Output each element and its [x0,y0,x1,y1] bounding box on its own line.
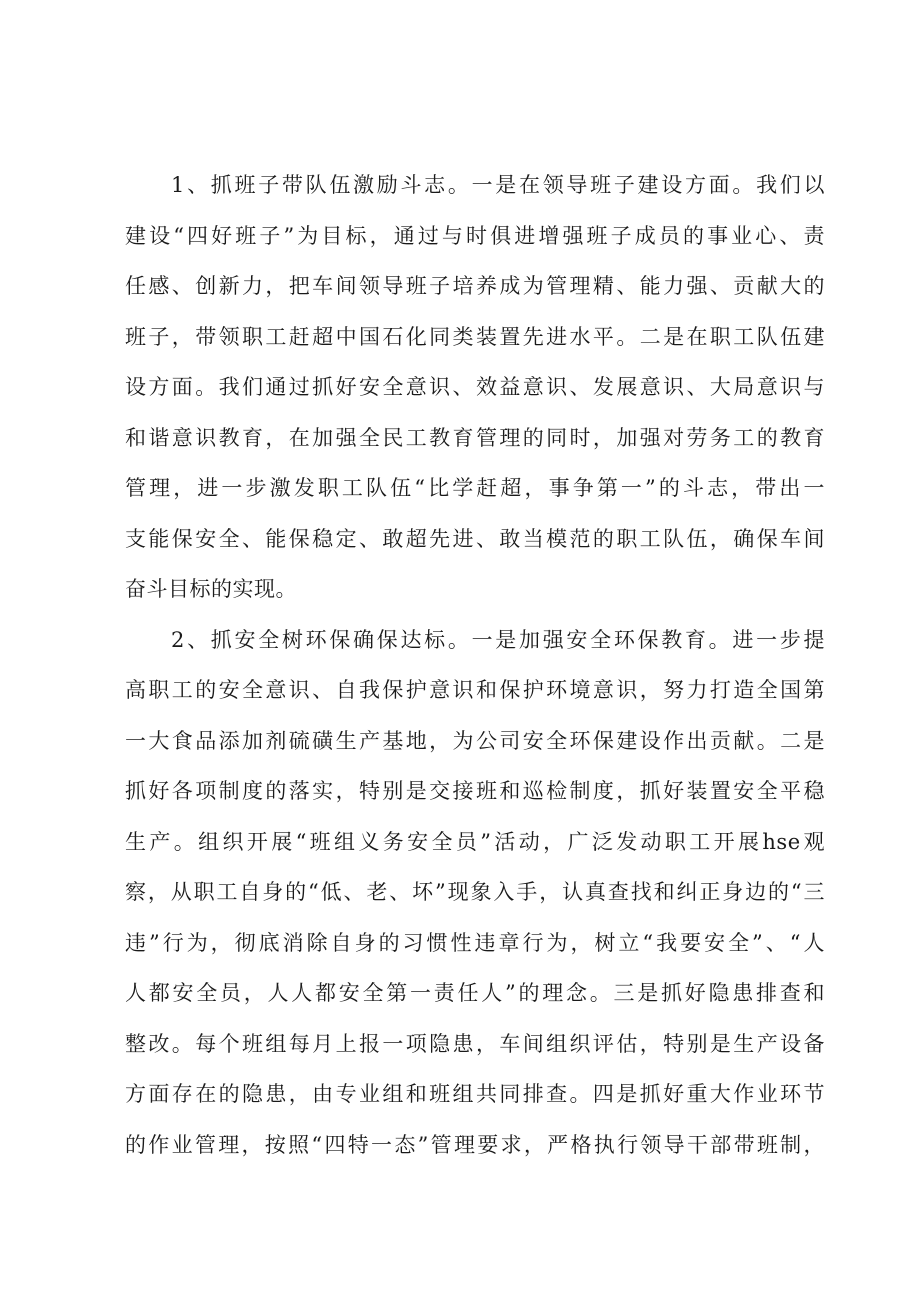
paragraph-line: 支能保安全、能保稳定、敢超先进、敢当模范的职工队伍，确保车间 [125,526,825,551]
paragraph-line: 1、抓班子带队伍激励斗志。一是在领导班子建设方面。我们以 [171,173,825,197]
paragraph-line: 的作业管理，按照“四特一态”管理要求，严格执行领导干部带班制， [125,1132,825,1157]
paragraph-line: 奋斗目标的实现。 [125,577,297,601]
document-body [125,160,825,1170]
paragraph-line: 一大食品添加剂硫磺生产基地，为公司安全环保建设作出贡献。二是 [125,728,825,753]
paragraph-line: 班子，带领职工赶超中国石化同类装置先进水平。二是在职工队伍建 [125,324,825,349]
paragraph-line: 察，从职工自身的“低、老、坏”现象入手，认真查找和纠正身边的“三 [125,880,825,904]
paragraph-line: 人都安全员，人人都安全第一责任人”的理念。三是抓好隐患排查和 [125,981,825,1005]
paragraph-line: 任感、创新力，把车间领导班子培养成为管理精、能力强、贡献大的 [125,274,825,298]
paragraph-line: 管理，进一步激发职工队伍“比学赶超，事争第一”的斗志，带出一 [125,476,825,500]
paragraph-line: 建设“四好班子”为目标，通过与时俱进增强班子成员的事业心、责 [125,223,825,248]
paragraph-2 [125,615,825,1171]
paragraph-line: 方面存在的隐患，由专业组和班组共同排查。四是抓好重大作业环节 [125,1082,825,1106]
paragraph-line: 生产。组织开展“班组义务安全员”活动，广泛发动职工开展hse观 [125,829,825,854]
paragraph-line: 和谐意识教育，在加强全民工教育管理的同时，加强对劳务工的教育 [125,425,825,450]
paragraph-line: 整改。每个班组每月上报一项隐患，车间组织评估，特别是生产设备 [125,1031,825,1056]
paragraph-1 [125,160,825,615]
paragraph-line: 2、抓安全树环保确保达标。一是加强安全环保教育。进一步提 [171,627,825,652]
paragraph-line: 违”行为，彻底消除自身的习惯性违章行为，树立“我要安全”、“人 [125,930,825,955]
paragraph-line: 设方面。我们通过抓好安全意识、效益意识、发展意识、大局意识与 [125,375,825,399]
paragraph-line: 高职工的安全意识、自我保护意识和保护环境意识，努力打造全国第 [125,678,825,702]
paragraph-line: 抓好各项制度的落实，特别是交接班和巡检制度，抓好装置安全平稳 [125,779,825,803]
